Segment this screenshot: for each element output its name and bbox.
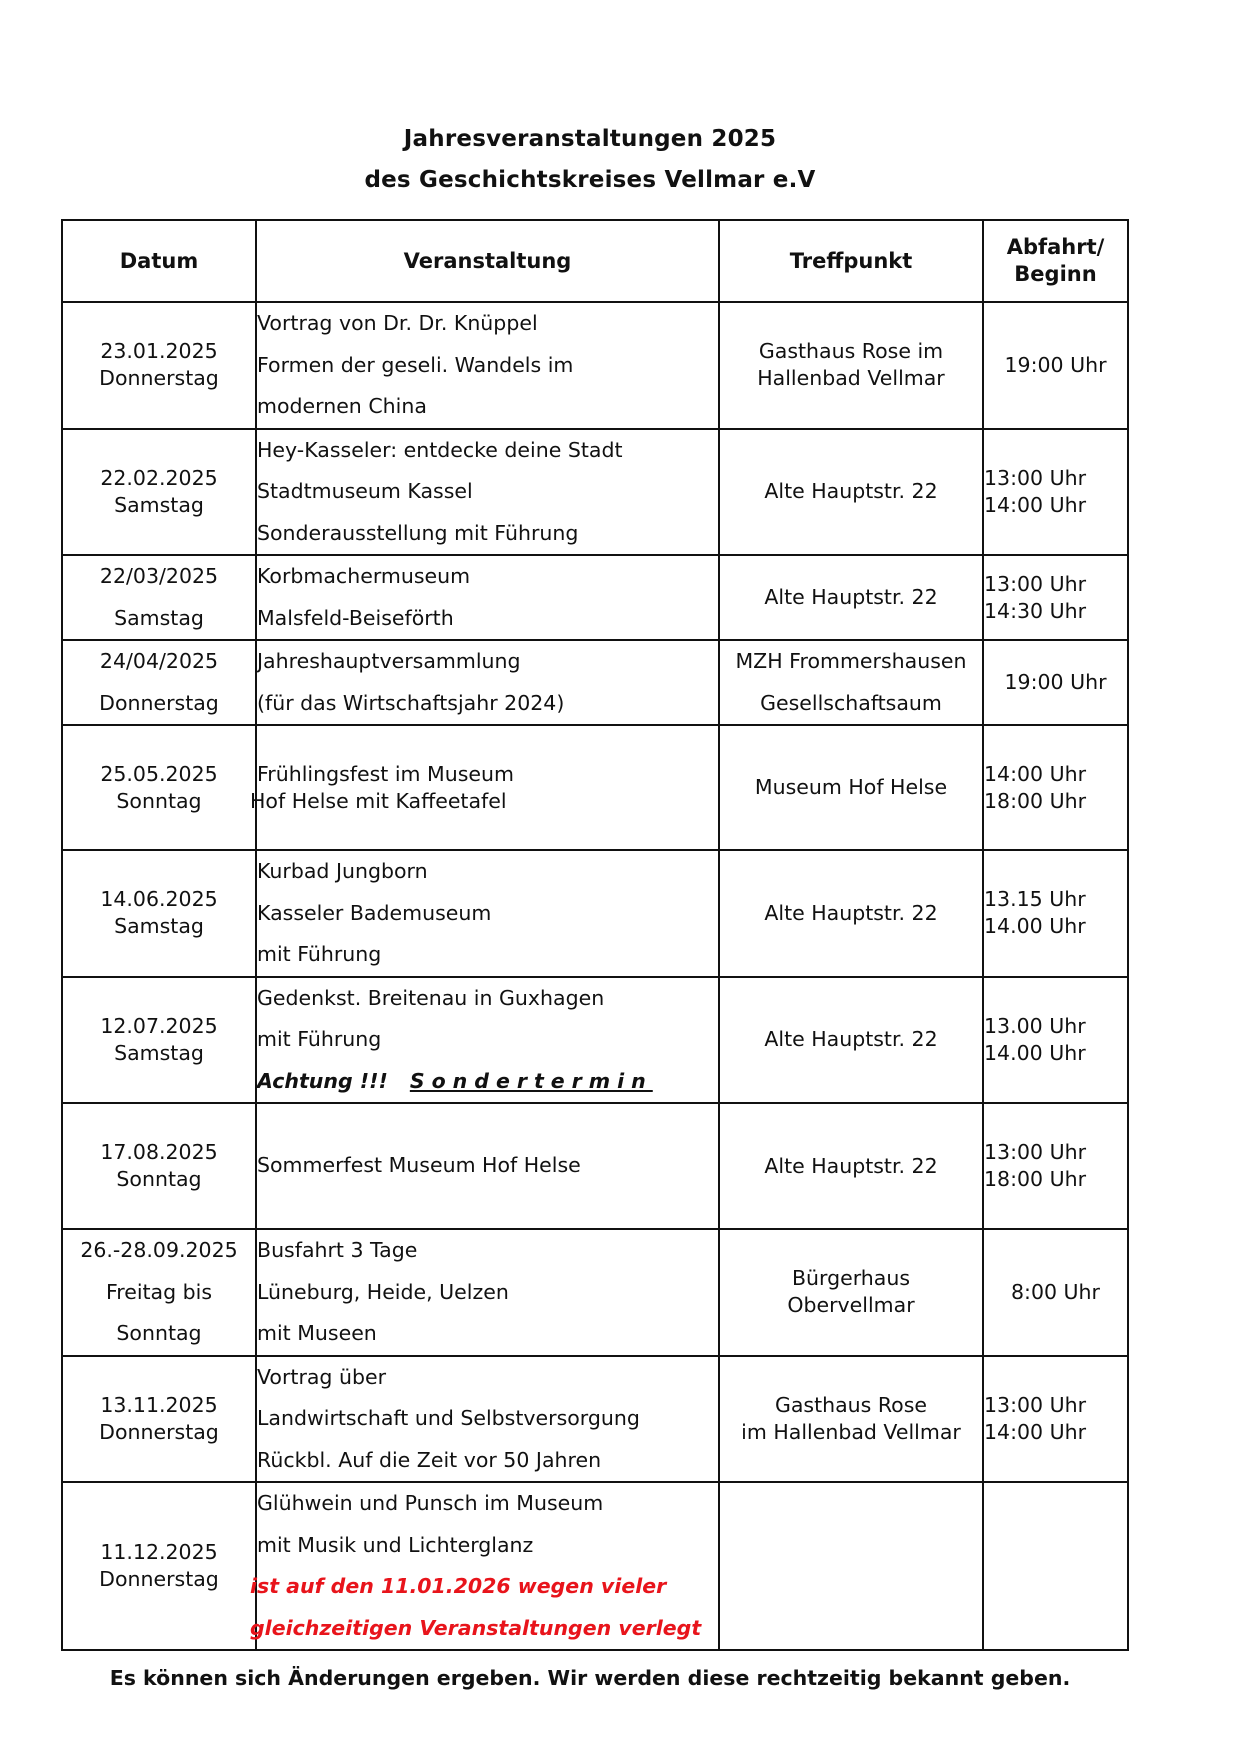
time-cell (983, 977, 1128, 1104)
table-row (62, 555, 1128, 640)
event-line: Landwirtschaft und Selbstversorgung (257, 1406, 640, 1430)
table-row (62, 640, 1128, 725)
event-line: Vortrag von Dr. Dr. Knüppel (257, 311, 538, 335)
meeting-point-cell (719, 850, 983, 977)
meeting-point-line: Alte Hauptstr. 22 (764, 900, 938, 925)
meeting-point-line: im Hallenbad Vellmar (741, 1419, 961, 1444)
event-weekday: Donnerstag (99, 366, 219, 391)
event-weekday: Sonntag (116, 788, 202, 813)
event-line: mit Führung (257, 1027, 382, 1051)
table-row (62, 1482, 1128, 1650)
date-cell (62, 1229, 256, 1356)
start-time: 14.00 Uhr (984, 1040, 1086, 1065)
table-header-row (62, 220, 1128, 302)
table-row (62, 725, 1128, 850)
date-cell (62, 640, 256, 725)
event-line: (für das Wirtschaftsjahr 2024) (257, 690, 565, 715)
meeting-point-cell (719, 1103, 983, 1229)
meeting-point-cell (719, 555, 983, 640)
date-cell (62, 725, 256, 850)
meeting-point-line: Alte Hauptstr. 22 (764, 1153, 938, 1178)
event-date: 22/03/2025 (99, 564, 219, 588)
event-line: Kurbad Jungborn (257, 859, 428, 883)
meeting-point-line: MZH Frommershausen (735, 649, 967, 673)
meeting-point-line: Obervellmar (787, 1293, 915, 1318)
table-row (62, 429, 1128, 556)
event-date: 17.08.2025 (100, 1140, 218, 1164)
meeting-point-line: Alte Hauptstr. 22 (764, 585, 938, 609)
column-header-begin: Beginn (1014, 262, 1097, 286)
time-cell (983, 429, 1128, 556)
event-weekday: Freitag bis (105, 1279, 213, 1304)
event-line: mit Musik und Lichterglanz (257, 1532, 534, 1557)
departure-time: 13:00 Uhr (984, 1392, 1087, 1417)
event-line: Malsfeld-Beiseförth (257, 605, 454, 630)
table-row (62, 302, 1128, 429)
event-line: mit Führung (257, 942, 382, 966)
meeting-point-cell (719, 429, 983, 556)
meeting-point-cell (719, 1482, 983, 1650)
time-cell (983, 1482, 1128, 1650)
event-line: Formen der geseli. Wandels im (257, 352, 574, 377)
meeting-point-line: Gasthaus Rose im (758, 339, 944, 364)
event-weekday: Donnerstag (99, 1419, 219, 1444)
events-table (61, 219, 1129, 1651)
event-weekday: Samstag (114, 1040, 204, 1065)
event-cell (256, 555, 719, 640)
start-time: 18:00 Uhr (984, 1167, 1087, 1191)
postponement-notice: ist auf den 11.01.2026 wegen vieler (250, 1574, 667, 1598)
event-cell (256, 640, 719, 725)
table-row (62, 850, 1128, 977)
event-line: Hof Helse mit Kaffeetafel (250, 788, 507, 813)
event-date: 11.12.2025 (100, 1540, 218, 1564)
event-line: Stadtmuseum Kassel (257, 479, 473, 503)
start-time: 19:00 Uhr (1004, 670, 1107, 694)
event-date: 12.07.2025 (100, 1013, 218, 1038)
meeting-point-line: Gesellschaftsaum (760, 690, 942, 715)
time-cell (983, 1229, 1128, 1356)
column-header-departure-begin (983, 220, 1128, 302)
table-row (62, 977, 1128, 1104)
meeting-point-line: Museum Hof Helse (754, 775, 948, 799)
table-row (62, 1103, 1128, 1229)
event-weekday: Samstag (114, 914, 204, 939)
table-row (62, 1356, 1128, 1483)
date-cell (62, 850, 256, 977)
event-line: Korbmachermuseum (257, 564, 471, 588)
meeting-point-cell (719, 977, 983, 1104)
event-weekday-end: Sonntag (116, 1321, 202, 1345)
event-weekday: Donnerstag (99, 690, 219, 715)
column-header-meeting-point: Treffpunkt (719, 220, 983, 302)
event-line: Sonderausstellung mit Führung (257, 520, 579, 545)
meeting-point-cell (719, 302, 983, 429)
event-line: Frühlingsfest im Museum (257, 761, 514, 786)
time-cell (983, 850, 1128, 977)
time-cell (983, 1356, 1128, 1483)
footer-note: Es können sich Änderungen ergeben. Wir werden diese rechtzeitig bekannt geben. (109, 1666, 1071, 1690)
event-cell (256, 1103, 719, 1229)
date-cell (62, 1356, 256, 1483)
page-title: Jahresveranstaltungen 2025 (403, 126, 777, 152)
departure-time: 13:00 Uhr (984, 465, 1087, 490)
start-time: 14.00 Uhr (984, 914, 1086, 939)
event-cell (250, 725, 719, 850)
meeting-point-line: Gasthaus Rose (774, 1392, 928, 1417)
event-line: Rückbl. Auf die Zeit vor 50 Jahren (257, 1447, 602, 1472)
start-time: 14:00 Uhr (984, 1419, 1087, 1444)
meeting-point-cell (719, 725, 983, 850)
event-cell (256, 1229, 719, 1356)
column-header-date: Datum (62, 220, 256, 302)
event-date: 13.11.2025 (100, 1392, 218, 1417)
event-weekday: Sonntag (116, 1167, 202, 1191)
column-header-event: Veranstaltung (256, 220, 719, 302)
event-cell (256, 429, 719, 556)
event-cell (256, 302, 719, 429)
time-cell (983, 302, 1128, 429)
event-date: 23.01.2025 (100, 339, 218, 364)
column-header-departure: Abfahrt/ (1006, 235, 1105, 259)
event-cell (256, 1356, 719, 1483)
event-line: mit Museen (257, 1321, 377, 1345)
meeting-point-cell (719, 1356, 983, 1483)
time-cell (983, 555, 1128, 640)
time-cell (983, 725, 1128, 850)
table-row (62, 1229, 1128, 1356)
event-date: 26.-28.09.2025 (80, 1238, 238, 1262)
event-cell (250, 1482, 719, 1650)
departure-time: 13.15 Uhr (984, 887, 1086, 912)
special-date-label: Sondertermin (409, 1068, 653, 1093)
event-warning-line (257, 1061, 718, 1103)
event-line: Sommerfest Museum Hof Helse (257, 1153, 581, 1178)
meeting-point-line: Alte Hauptstr. 22 (764, 479, 938, 504)
departure-time: 8:00 Uhr (1011, 1279, 1100, 1304)
postponement-notice: gleichzeitigen Veranstaltungen verlegt (250, 1615, 702, 1640)
event-line: Kasseler Bademuseum (257, 900, 492, 925)
departure-time: 13:00 Uhr (984, 571, 1087, 596)
event-line: Hey-Kasseler: entdecke deine Stadt (257, 437, 623, 462)
time-cell (983, 640, 1128, 725)
start-time: 14:30 Uhr (984, 598, 1087, 623)
event-cell (256, 850, 719, 977)
event-line: Lüneburg, Heide, Uelzen (257, 1279, 509, 1304)
departure-time: 13:00 Uhr (984, 1140, 1087, 1164)
date-cell (62, 1103, 256, 1229)
meeting-point-line: Alte Hauptstr. 22 (764, 1027, 938, 1052)
date-cell (62, 429, 256, 556)
event-line: modernen China (257, 394, 427, 418)
event-line: Gedenkst. Breitenau in Guxhagen (257, 985, 605, 1010)
date-cell (62, 302, 256, 429)
event-date: 24/04/2025 (99, 649, 219, 673)
date-cell (62, 555, 256, 640)
event-line: Vortrag über (257, 1364, 387, 1389)
start-time: 14:00 Uhr (984, 492, 1087, 517)
meeting-point-cell (719, 640, 983, 725)
event-cell (256, 977, 719, 1104)
meeting-point-line: Bürgerhaus (791, 1266, 911, 1291)
date-cell (62, 1482, 256, 1650)
departure-time: 14:00 Uhr (984, 761, 1087, 786)
event-weekday: Samstag (114, 605, 204, 630)
event-line: Busfahrt 3 Tage (257, 1238, 418, 1262)
meeting-point-line: Hallenbad Vellmar (757, 366, 945, 391)
warning-label: Achtung !!! (257, 1068, 388, 1093)
event-date: 14.06.2025 (100, 887, 218, 912)
start-time: 19:00 Uhr (1004, 352, 1107, 377)
meeting-point-cell (719, 1229, 983, 1356)
event-date: 22.02.2025 (100, 465, 218, 490)
date-cell (62, 977, 256, 1104)
event-line: Jahreshauptversammlung (257, 649, 521, 673)
page-subtitle: des Geschichtskreises Vellmar e.V (364, 167, 816, 193)
event-line: Glühwein und Punsch im Museum (257, 1491, 604, 1515)
event-date: 25.05.2025 (100, 761, 218, 786)
event-weekday: Donnerstag (99, 1567, 219, 1591)
event-weekday: Samstag (114, 492, 204, 517)
departure-time: 13.00 Uhr (984, 1013, 1086, 1038)
time-cell (983, 1103, 1128, 1229)
start-time: 18:00 Uhr (984, 788, 1087, 813)
